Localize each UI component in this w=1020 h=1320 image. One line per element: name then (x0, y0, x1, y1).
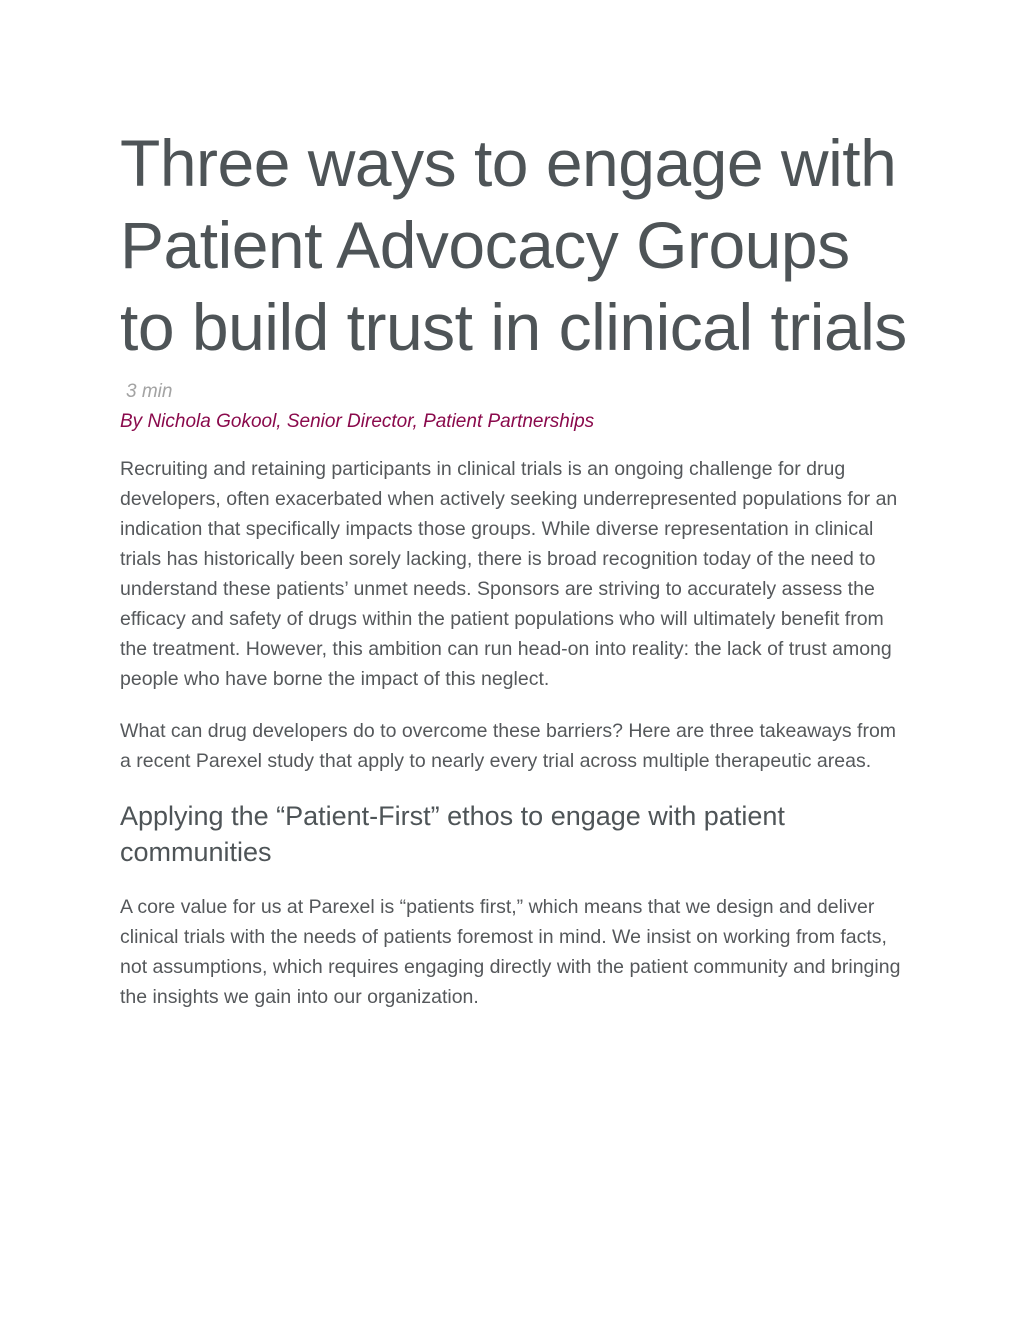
article-title: Three ways to engage with Patient Advocacy Groups to build trust in clinical trials (120, 126, 907, 364)
author-byline: By Nichola Gokool, Senior Director, Patient Partnerships (120, 411, 595, 432)
reading-time: 3 min (126, 381, 173, 402)
section-paragraph: A core value for us at Parexel is “patients first,” which means that we design and deliver clinical trials with the needs of patients foremost in mind. We insist on working from facts, not assumptions, which requires engaging directly with the patient community and bringing the insights we gain into our organization. (120, 896, 901, 1008)
section-heading: Applying the “Patient-First” ethos to engage with patient communities (120, 801, 785, 867)
takeaways-paragraph: What can drug developers do to overcome these barriers? Here are three takeaways from a recent Parexel study that apply to nearly every trial across multiple therapeutic areas. (120, 720, 897, 772)
article (120, 122, 910, 1012)
intro-paragraph: Recruiting and retaining participants in clinical trials is an ongoing challenge for drug developers, often exacerbated when actively seeking underrepresented populations for an indication that specifically impacts those groups. While diverse representation in clinical trials has historically been sorely lacking, there is broad recognition today of the need to understand these patients’ unmet needs. Sponsors are striving to accurately assess the efficacy and safety of drugs within the patient populations who will ultimately benefit from the treatment. However, this ambition can run head-on into reality: the lack of trust among people who have borne the impact of this neglect. (120, 458, 898, 690)
